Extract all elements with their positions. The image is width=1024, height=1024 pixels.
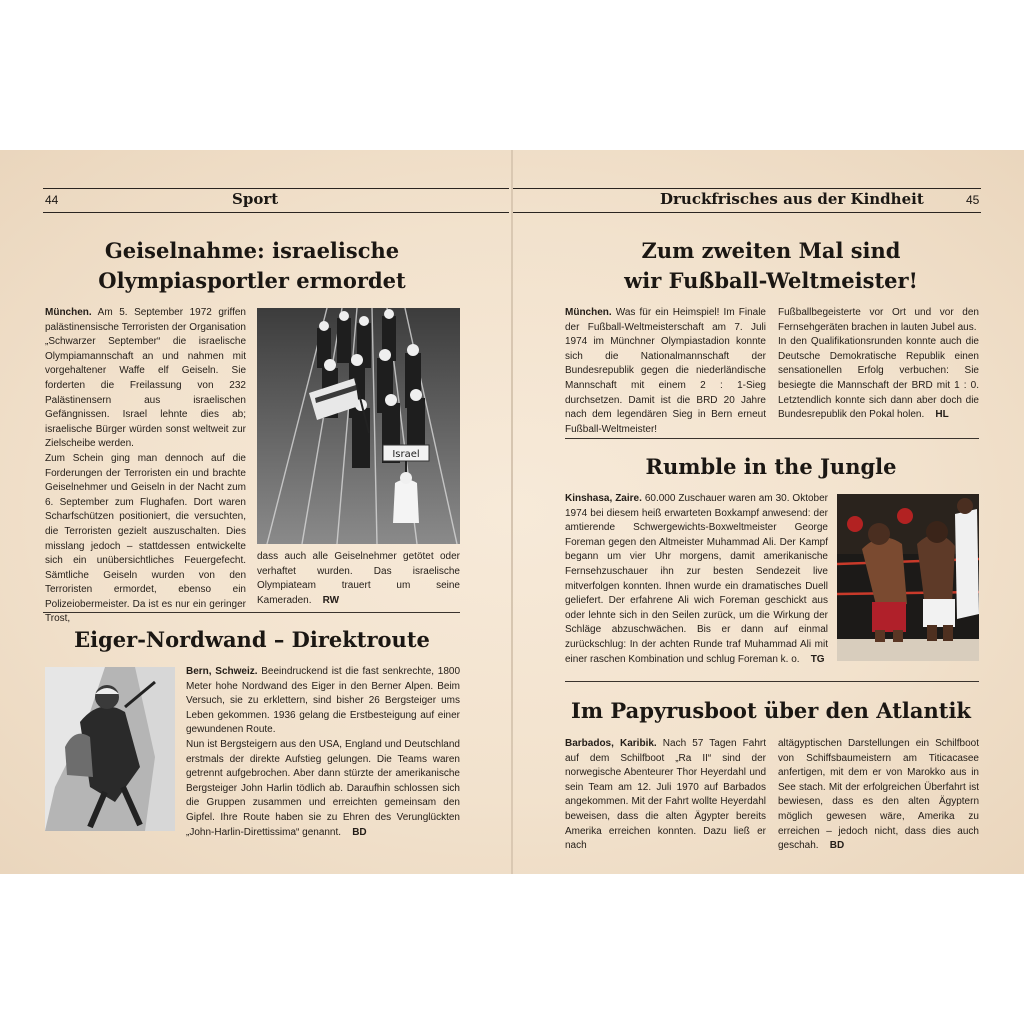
dateline-weltmeister: München.	[565, 307, 612, 318]
dateline-eiger: Bern, Schweiz.	[186, 666, 258, 677]
running-head-left: Sport	[232, 190, 279, 208]
dateline-olympia: München.	[45, 307, 92, 318]
article-weltmeister-col2	[778, 306, 979, 423]
author-weltmeister: HL	[935, 409, 949, 421]
article-papyrus-text1: Nach 57 Tagen Fahrt auf dem Schilfboot „Ra II“ sind der norwegische Abenteurer Thor Heyerdahl und sein Team am 12. Juli 1970 auf Barbados angekommen. Mit der Fahrt wollte Heyerdahl beweisen, dass die alten Ägypter bereits Amerika erreichen konnten. Dazu ließ er nach	[565, 738, 766, 852]
headline-olympia: Geiselnahme: israelische Olympiasportler ermordet	[98, 238, 406, 293]
headline-papyrusboot: Im Papyrusboot über den Atlantik	[571, 698, 971, 723]
author-eiger: BD	[352, 826, 367, 838]
article-eiger-body	[186, 665, 460, 840]
divider-right-2	[565, 681, 979, 682]
headline-rumble: Rumble in the Jungle	[645, 454, 897, 479]
photo-boxing-match	[837, 494, 979, 661]
article-papyrus-col1	[565, 737, 766, 854]
article-olympia-text1: Am 5. September 1972 griffen palästinensische Terroristen der Organisation „Schwarzer September“ die israelische Olympiamannschaft an und nahmen mit vorgehaltener Waffe elf Geiseln. Sie forderten die Freilassung von 232 Palästinensern aus israelischen Gefängnissen. Israel lehnte dies ab; israelische Bürger würden sonst weltweit zur Zielscheibe werden. Zum Schein ging man dennoch auf die Forderungen der Terroristen ein und brachte Geiselnehmer und Geiseln in der Nacht zum 6. September zum Flughafen. Dort waren Scharfschützen positioniert, die versuchten, die Terroristen gezielt auszuschalten. Dies misslang jedoch – stattdessen entwickelte sich ein unübersichtliches Feuergefecht. Sämtliche Geiseln wurden von den Terroristen ermordet, ebenso ein Polizeiobermeister. Da ist es nur ein geringer Trost,	[45, 307, 246, 625]
running-head-right: Druckfrisches aus der Kindheit	[660, 190, 924, 208]
article-olympia-col1	[45, 306, 246, 627]
article-papyrus-text2: altägyptischen Darstellungen ein Schilfboot von Schiffsbaumeistern am Titicacasee anfertigen, mit dem er von Marokko aus in See stach. Mit der erfolgreichen Überfahrt ist bewiesen, dass es den alten Ägyptern möglich gewesen wäre, Amerika zu erreichen – jedoch nicht, dass dies auch geschah.	[778, 738, 979, 852]
divider-left-1	[43, 612, 460, 613]
page-number-right: 45	[966, 193, 980, 207]
header-rule-top-right	[513, 188, 981, 189]
article-olympia-col2	[257, 550, 460, 608]
header-rule-top-left	[43, 188, 509, 189]
header-rule-bottom-right	[513, 212, 981, 213]
article-papyrus-col2	[778, 737, 979, 854]
book-gutter	[511, 150, 513, 874]
author-rumble: TG	[810, 653, 825, 665]
header-rule-bottom-left	[43, 212, 509, 213]
article-weltmeister-text2: Fußballbegeisterte vor Ort und vor den Fernsehgeräten brachen in lauten Jubel aus. In den Qualifikationsrunden konnte auch die Deutsche Demokratische Republik einen sensationellen Erfolg verbuchen: Sie besiegte die Mannschaft der BRD mit 1 : 0. Letztendlich konnte sich dann aber doch die Bundesrepublik den Pokal holen.	[778, 307, 979, 421]
article-weltmeister-col1	[565, 306, 766, 437]
divider-right-1	[565, 438, 979, 439]
photo-sign-text: Israel	[392, 449, 420, 460]
dateline-papyrus: Barbados, Karibik.	[565, 738, 657, 749]
photo-olympia-parade	[257, 308, 460, 544]
article-rumble-text: 60.000 Zuschauer waren am 30. Oktober 1974 bei diesem heiß erwarteten Boxkampf anwesend: der amtierende Schwergewichts-Boxweltmeister George Foreman gegen den Altmeister Muhammad Ali. Der Kampf begann um vier Uhr morgens, damit amerikanische Fernsehzuschauer ihn zur besten Sendezeit live mitverfolgen konnten. Ihnen wurde ein dramatisches Duell geliefert. Der erfahrene Ali wich Foreman geschickt aus oder lehnte sich in den Seilen zurück, um die Wirkung der Schläge abzuschwächen. Bis er dann auf einmal zurückschlug: In der achten Runde traf Muhammad Ali mit einer raschen Kombination und schlug Foreman k. o.	[565, 493, 829, 665]
headline-weltmeister: Zum zweiten Mal sind wir Fußball-Weltmeister!	[624, 238, 918, 293]
photo-eiger-climber	[45, 667, 175, 831]
headline-eiger: Eiger-Nordwand – Direktroute	[74, 627, 430, 652]
article-rumble-body	[565, 492, 828, 667]
article-olympia-text2: dass auch alle Geiselnehmer getötet oder verhaftet wurden. Das israelische Olympiateam trauert um seine Kameraden.	[257, 551, 460, 606]
dateline-rumble: Kinshasa, Zaire.	[565, 493, 642, 504]
article-eiger-text: Beeindruckend ist die fast senkrechte, 1800 Meter hohe Nordwand des Eiger in den Berner Alpen. Beim Versuch, sie zu erklettern, sind bisher 26 Bergsteiger ums Leben gekommen. 1936 gelang die Erstbesteigung auf einer gewundenen Route. Nun ist Bergsteigern aus den USA, England und Deutschland erstmals der direkte Aufstieg gelungen. Die Teams waren getrennt aufgebrochen. Aber dann stürzte der amerikanische Bergsteiger John Harlin tödlich ab. Daraufhin schlossen sich die Gruppen zusammen und erreichten gemeinsam den Gipfel. Ihre Route haben sie zu Ehren des Verunglückten „John-Harlin-Direttissima“ genannt.	[186, 666, 461, 838]
author-papyrus: BD	[829, 840, 845, 852]
article-weltmeister-text1: Was für ein Heimspiel! Im Finale der Fußball-Weltmeisterschaft am 7. Juli 1974 im Münchner Olympiastadion konnte sich die Nationalmannschaft der Bundesrepublik gegen die niederländische Mannschaft mit einem 2 : 1-Sieg durchsetzen. Damit ist die BRD 20 Jahre nach dem legendären Sieg in Bern erneut Fußball-Weltmeister!	[565, 307, 766, 435]
author-olympia: RW	[322, 594, 340, 606]
page-number-left: 44	[45, 193, 59, 207]
